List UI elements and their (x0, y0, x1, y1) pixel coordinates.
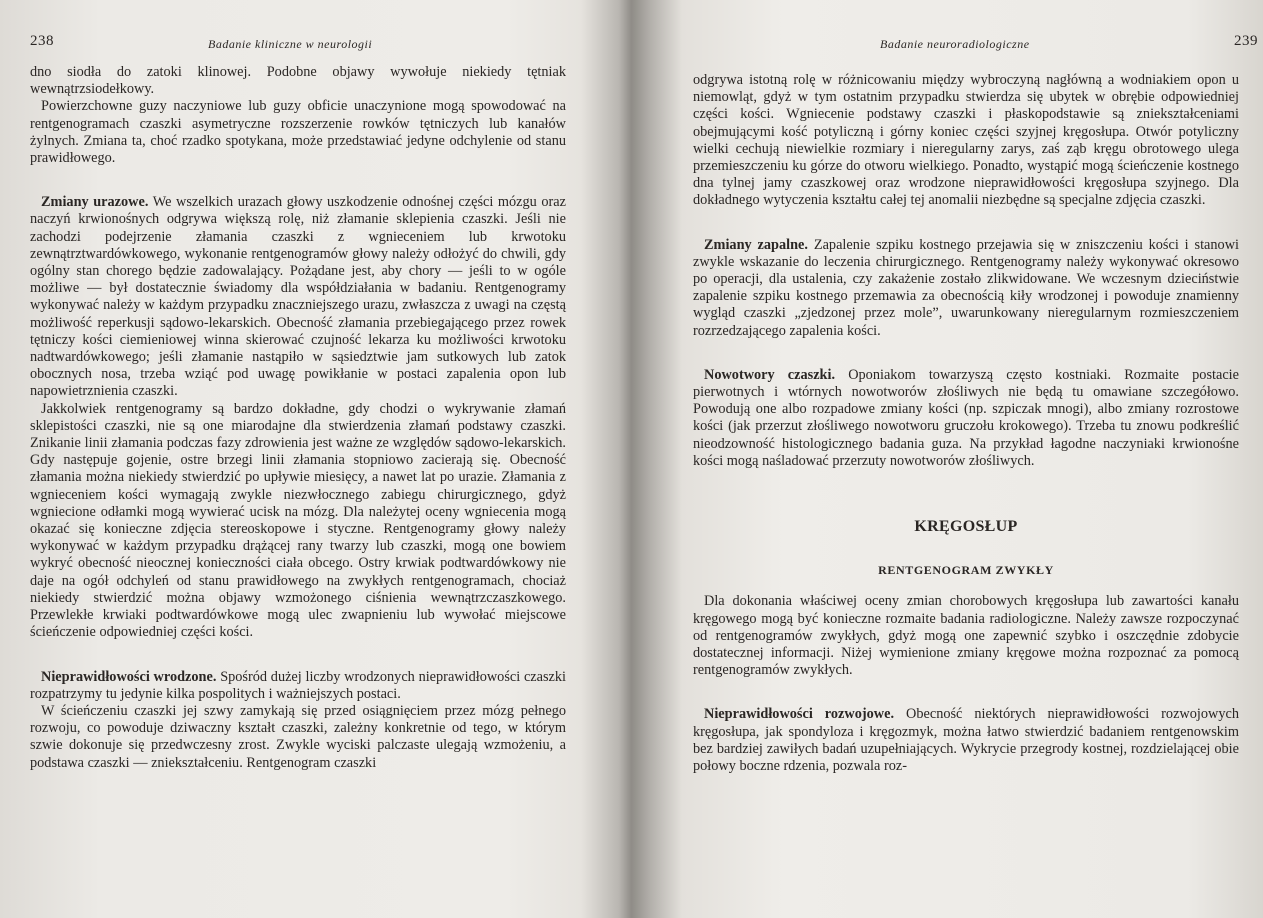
left-running-head (0, 33, 610, 55)
right-running-head (640, 33, 1263, 55)
section-text: Zapalenie szpiku kostnego przejawia się w zniszczeniu kości i stanowi zwykle wskazanie do leczenia chirurgicznego. Rentgenogramy należy wykonywać okresowo po operacji, dla ustalenia, czy zakażenie zostało zlikwidowane. We wczesnym dzieciństwie zapalenie szpiku kostnego przemawia za obecnością kiły wrodzonej i powoduje znamienny wygląd czaszki „zjedzonej przez mole”, uwarunkowany nieregularnym rozmieszczeniem rozrzedzającego zapalenia kości. (693, 236, 1239, 339)
section-paragraph-zapalne (693, 237, 1239, 340)
section-text: Spośród dużej liczby wrodzonych nieprawidłowości czaszki rozpatrzymy tu jedynie kilka pospolitych i ważniejszych postaci. (30, 668, 567, 702)
section-text: We wszelkich urazach głowy uszkodzenie odnośnej części mózgu oraz naczyń krwionośnych odgrywa większą rolę, niż złamanie sklepienia czaszki. Jeśli nie zachodzi podejrzenie złamania czaszki z wgnieceniem lub krwotoku zewnątrztwardówkowego, wykonanie rentgenogramów głowy należy odłożyć do chwili, gdy ogólny stan chorego będzie zadowalający. Pożądane jest, aby chory — jeśli to w ogóle możliwe — był dostatecznie świadomy dla współdziałania w badaniu. Rentgenogramy wykonywać należy w każdym przypadku znaczniejszego urazu, zwłaszcza z uwagi na częstą możliwość reperkusji sądowo-lekarskich. Obecność złamania przebiegającego przez rowek tętniczy kości ciemieniowej winna skierować czujność lekarza ku możliwości krwotoku nadtwardówkowego; jeśli złamanie nastąpiło w sąsiedztwie jam sutkowych lub zatok obocznych nosa, trzeba wziąć pod uwagę powikłanie w postaci zapalenia opon lub napowietrznienia czaszki. (30, 194, 566, 400)
section-paragraph-urazowe (30, 194, 566, 400)
paragraph: Jakkolwiek rentgenogramy są bardzo dokładne, gdy chodzi o wykrywanie złamań sklepistości czaszki, nie są one miarodajne dla stwierdzenia złamań podstawy czaszki. Znikanie linii złamania podczas fazy zdrowienia jest ważne ze względów sądowo-lekarskich. Gdy następuje gojenie, ostre brzegi linii złamania stopniowo zacierają się. Obecność złamania można niekiedy stwierdzić po upływie miesięcy, a nawet lat po urazie. Złamania z wgnieceniem kości wymagają zwykle niezwłocznego zabiegu chirurgicznego, gdyż wgniecione odłamki mogą wywierać ucisk na mózg. Dla należytej oceny wgniecenia mogą okazać się konieczne zdjęcia stereoskopowe i styczne. Rentgenogramy głowy należy wykonywać w każdym przypadku drążącej rany twarzy lub czaszki, mogą one bowiem wykryć obecność nieocznej konieczności ciała obcego. Ostry krwiak podtwardówkowy nie daje na ogół odchyleń od stanu prawidłowego na zwykłych rentgenogramach, chociaż niekiedy stwierdzić można objawy wzmożonego ciśnienia wewnątrzczaszkowego. Przewlekłe krwiaki podtwardówkowe mogą ulec zwapnieniu lub wywołać miejscowe ścieńczenie odpowiedniej części kości. (30, 400, 566, 641)
section-paragraph-rozwojowe (693, 706, 1239, 775)
running-head-title-right: Badanie neuroradiologiczne (880, 37, 1030, 51)
section-paragraph-nowotwory (693, 367, 1239, 470)
subchapter-title: RENTGENOGRAM ZWYKŁY (878, 563, 1054, 578)
left-page (0, 0, 610, 918)
paragraph: W ścieńczeniu czaszki jej szwy zamykają się przed osiągnięciem przez mózg pełnego rozwoju, co powoduje dziwaczny kształt czaszki, zależny konkretnie od tego, w którym szwie dokonuje się przedwczesny zrost. Zwykle wyciski palczaste ulegają wzmożeniu, a podstawa czaszki — zniekształceniu. Rentgenogram czaszki (30, 702, 566, 771)
section-heading-urazowe: Zmiany urazowe. (41, 194, 149, 211)
left-page-body (30, 64, 566, 772)
paragraph: Dla dokonania właściwej oceny zmian chorobowych kręgosłupa lub zawartości kanału kręgowego mogą być konieczne rozmaite badania radiologiczne. Należy zawsze rozpoczynać od rentgenogramów zwykłych, gdyż mogą one zapewnić szybko i oszczędnie zdobycie dostatecznej informacji. Niżej wymienione zmiany kręgowe można rozpoznać za pomocą rentgenogramów zwykłych. (693, 593, 1239, 679)
section-heading-rozwojowe: Nieprawidłowości rozwojowe. (704, 706, 895, 723)
right-page-body (693, 72, 1239, 775)
right-page (640, 0, 1263, 918)
section-text: Oponiakom towarzyszą często kostniaki. Rozmaite postacie pierwotnych i wtórnych nowotworów złośliwych nie będą tu omawiane szczegółowo. Powodują one albo rozpadowe zmiany kości (np. szpiczak mnogi), albo zmiany rozrostowe kości (jak przerzut złośliwego nowotworu gruczołu krokowego). Trzeba tu znowu podkreślić nieodzowność histologicznego badania guza. Na przykład łagodne naczyniaki krwionośne kości mogą naśladować przerzuty nowotworów złośliwych. (693, 366, 1240, 469)
section-heading-zapalne: Zmiany zapalne. (704, 236, 808, 253)
chapter-title: KRĘGOSŁUP (914, 518, 1018, 536)
section-heading-nowotwory: Nowotwory czaszki. (704, 366, 836, 383)
section-heading-wrodzone: Nieprawidłowości wrodzone. (41, 668, 217, 685)
paragraph: Powierzchowne guzy naczyniowe lub guzy obficie unaczynione mogą spowodować na rentgenogramach czaszki asymetryczne rozszerzenie rowków tętniczych lub kanałów żylnych. Zmiana ta, choć rzadko spotykana, może przedstawiać jedyne odchylenie od stanu prawidłowego. (30, 98, 566, 167)
section-paragraph-wrodzone (30, 669, 566, 703)
page-number-left: 238 (30, 33, 54, 49)
paragraph: dno siodła do zatoki klinowej. Podobne objawy wywołuje niekiedy tętniak wewnątrzsiodełkowy. (30, 64, 566, 98)
paragraph: odgrywa istotną rolę w różnicowaniu między wybroczyną nagłówną a wodniakiem opon u niemowląt, gdyż w tym ostatnim przypadku stwierdza się ubytek w obrębie odpowiedniej części kości. Wgniecenie podstawy czaszki i płaskopodstawie są zniekształceniami obejmującymi kość potyliczną i górny koniec części szyjnej kręgosłupa. Otwór potyliczny wielki cechują niewielkie rozmiary i nieregularny zarys, zaś ząb kręgu obrotowego ulega przemieszczeniu ku górze do otworu wielkiego. Ponadto, wystąpić mogą ścieńczenie kostnego dna tylnej jamy czaszkowej oraz wrodzone nieprawidłowości kręgosłupa szyjnego. Dla dokładnego wytyczenia kształtu całej tej anomalii niezbędne są specjalne zdjęcia czaszki. (693, 72, 1239, 209)
section-text: Obecność niektórych nieprawidłowości rozwojowych kręgosłupa, jak spondyloza i kręgozmyk, można łatwo stwierdzić badaniem rentgenowskim bez bardziej zawiłych badań uzupełniających. Wykrycie przegrody kostnej, rozdzielającej obie połowy boczne rdzenia, pozwala roz- (693, 706, 1239, 775)
page-number-right: 239 (1234, 33, 1258, 49)
running-head-title-left: Badanie kliniczne w neurologii (208, 37, 373, 51)
